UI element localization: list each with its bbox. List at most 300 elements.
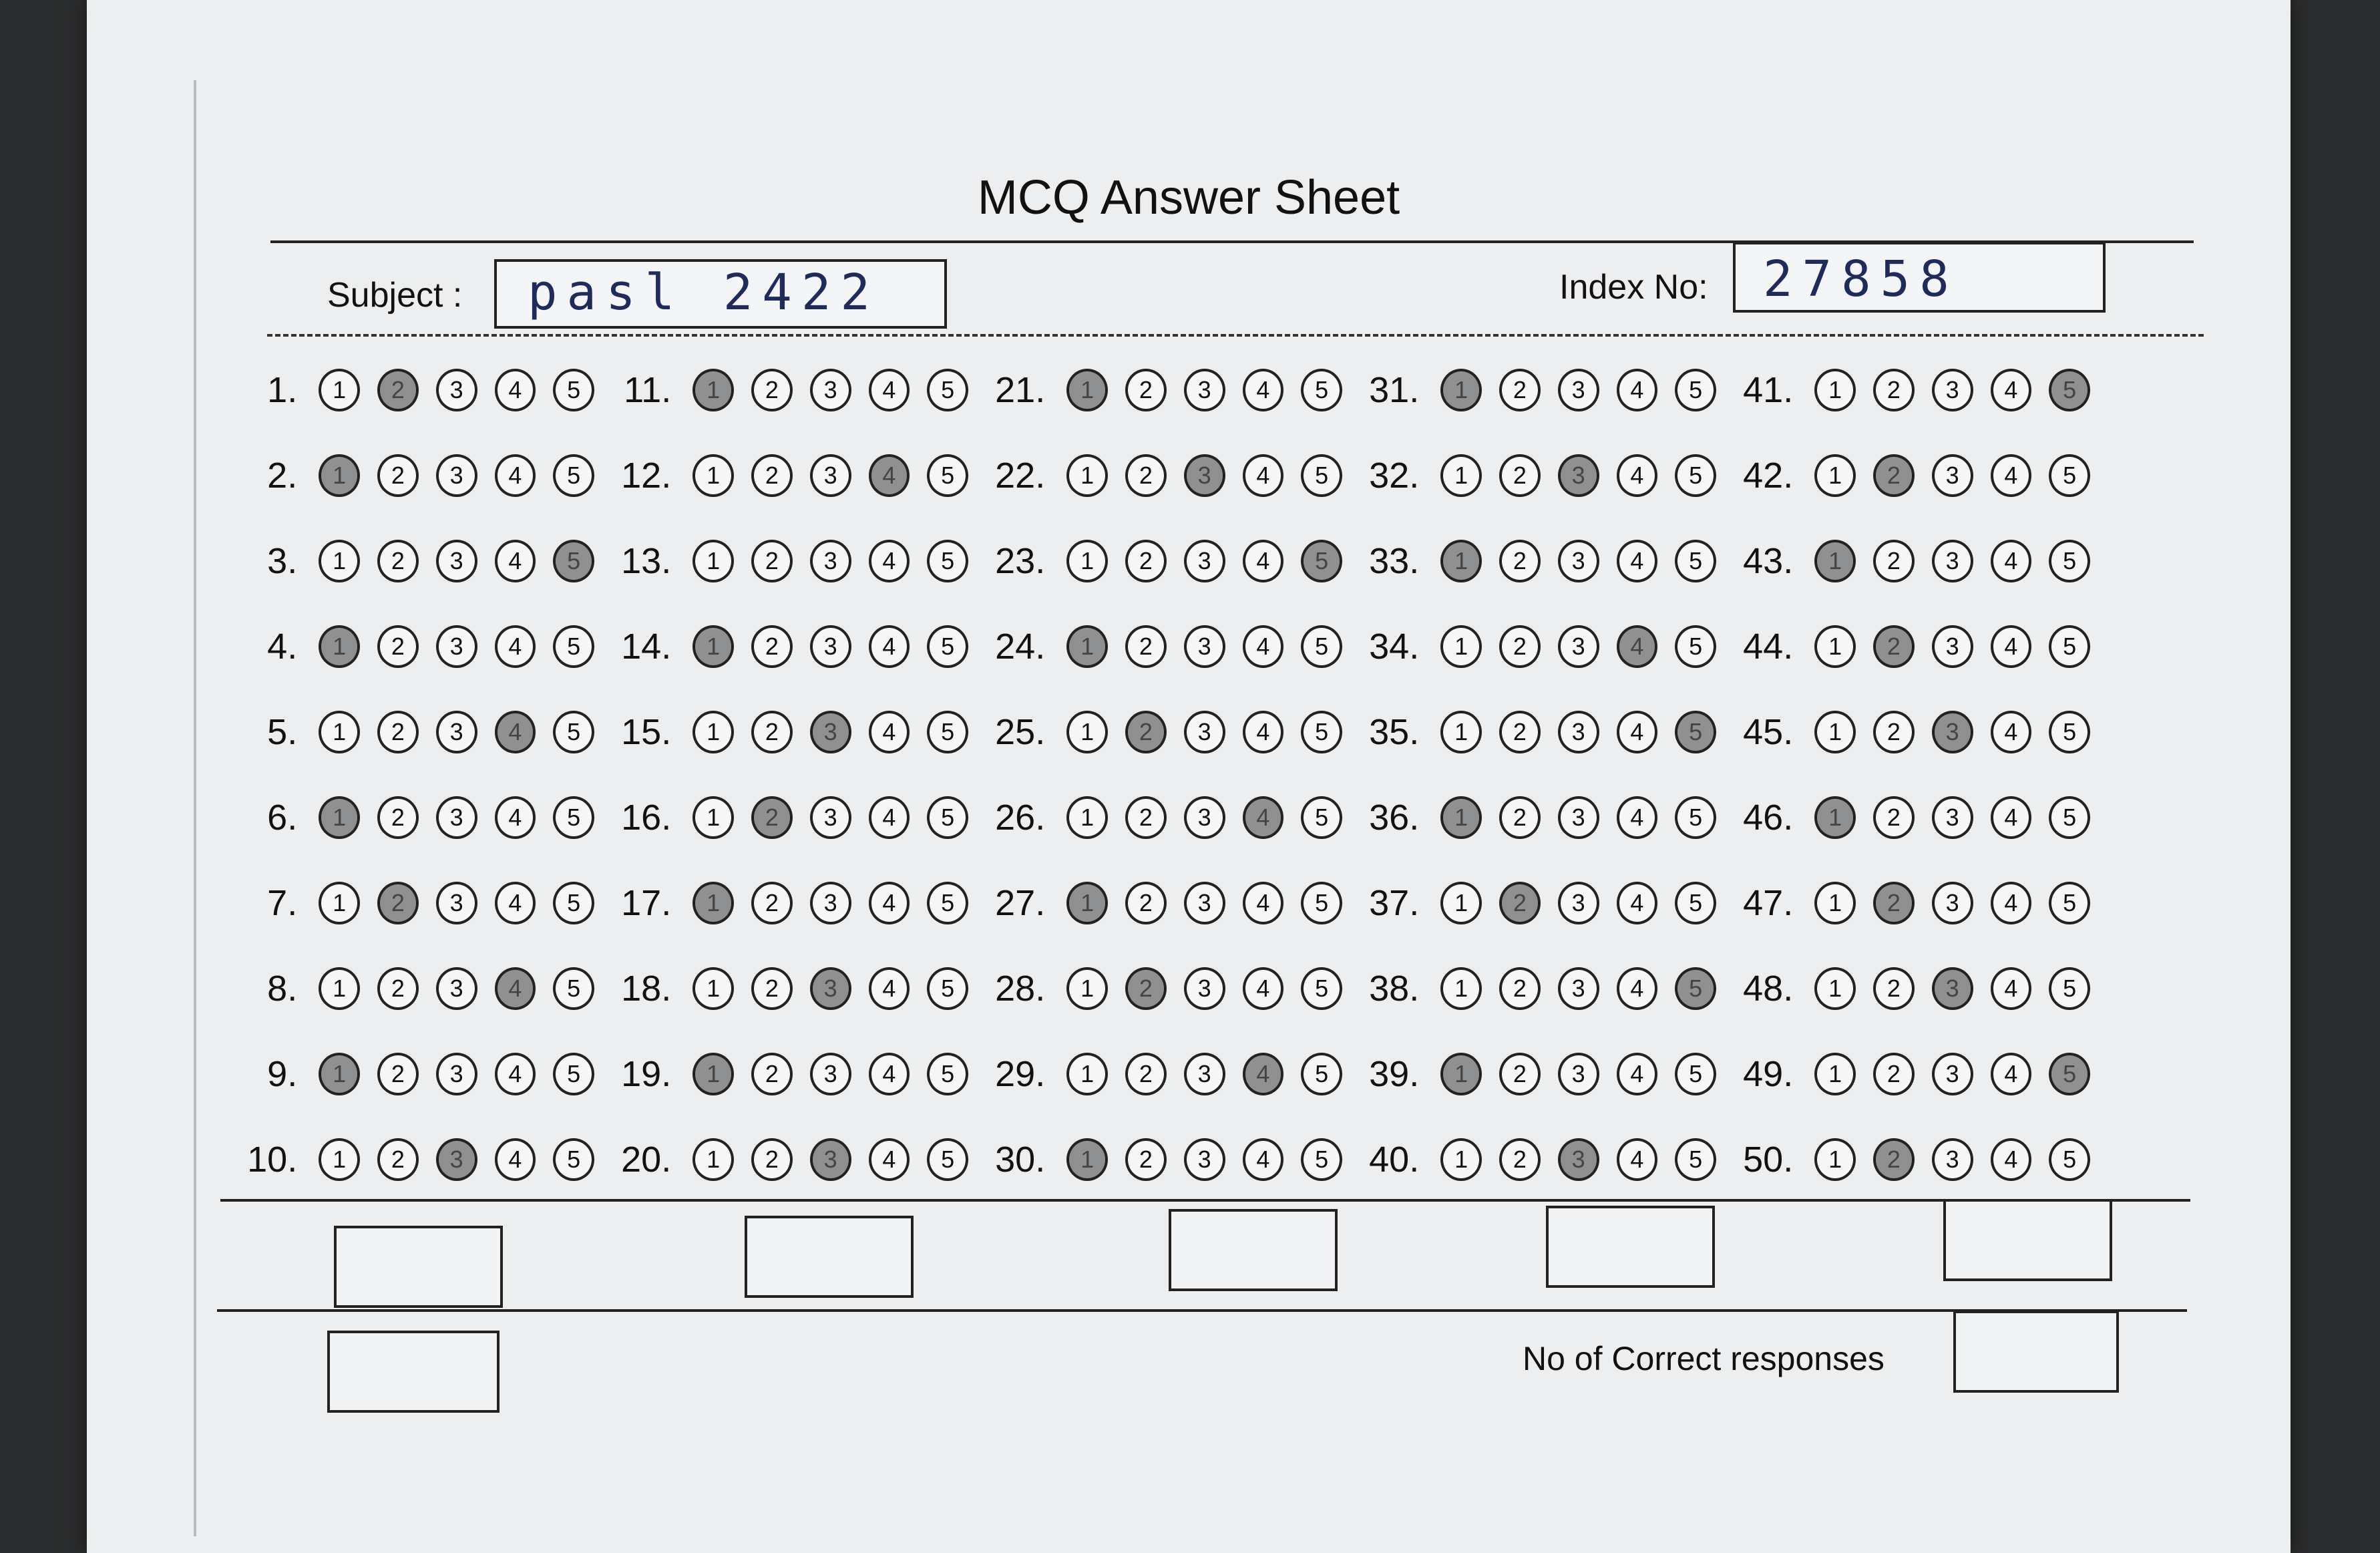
answer-bubble-3[interactable]: 3	[436, 369, 477, 411]
answer-bubble-4[interactable]: 4	[1991, 711, 2032, 753]
answer-bubble-4[interactable]: 4	[1991, 967, 2032, 1010]
answer-bubble-3[interactable]: 3	[1932, 369, 1973, 411]
answer-bubble-1[interactable]: 1	[319, 1053, 360, 1095]
answer-bubble-1[interactable]: 1	[692, 540, 734, 582]
answer-bubble-3[interactable]: 3	[1932, 1053, 1973, 1095]
answer-bubble-3[interactable]: 3	[1184, 1053, 1225, 1095]
answer-bubble-2[interactable]: 2	[1125, 1053, 1167, 1095]
answer-bubble-2[interactable]: 2	[377, 711, 419, 753]
answer-bubble-1[interactable]: 1	[1066, 882, 1108, 924]
answer-bubble-1[interactable]: 1	[319, 625, 360, 668]
answer-bubble-3[interactable]: 3	[810, 882, 851, 924]
answer-bubble-1[interactable]: 1	[1440, 711, 1482, 753]
answer-bubble-2[interactable]: 2	[751, 711, 793, 753]
answer-bubble-5[interactable]: 5	[927, 882, 968, 924]
answer-bubble-4[interactable]: 4	[1617, 967, 1658, 1010]
answer-bubble-3[interactable]: 3	[436, 540, 477, 582]
answer-bubble-1[interactable]: 1	[1440, 369, 1482, 411]
answer-bubble-2[interactable]: 2	[1499, 1138, 1541, 1181]
answer-bubble-1[interactable]: 1	[319, 711, 360, 753]
answer-bubble-3[interactable]: 3	[1184, 796, 1225, 839]
answer-bubble-3[interactable]: 3	[1184, 369, 1225, 411]
answer-bubble-1[interactable]: 1	[1814, 625, 1856, 668]
answer-bubble-3[interactable]: 3	[810, 1138, 851, 1181]
column-score-box-3[interactable]	[1169, 1209, 1338, 1291]
question-row	[594, 775, 968, 860]
answer-bubble-2[interactable]: 2	[377, 796, 419, 839]
answer-bubble-1[interactable]: 1	[692, 369, 734, 411]
answer-bubble-5[interactable]: 5	[1675, 369, 1716, 411]
answer-bubble-1[interactable]: 1	[692, 1053, 734, 1095]
question-number: 44.	[1743, 627, 1794, 667]
answer-bubble-4[interactable]: 4	[495, 369, 536, 411]
answer-bubble-4[interactable]: 4	[869, 1053, 910, 1095]
answer-bubble-1[interactable]: 1	[319, 540, 360, 582]
answer-bubble-5[interactable]: 5	[1675, 1138, 1716, 1181]
answer-bubble-2[interactable]: 2	[751, 796, 793, 839]
answer-bubble-2[interactable]: 2	[1499, 625, 1541, 668]
answer-bubble-5[interactable]: 5	[927, 967, 968, 1010]
answer-bubble-5[interactable]: 5	[553, 796, 594, 839]
answer-bubble-5[interactable]: 5	[2049, 711, 2090, 753]
answer-bubble-3[interactable]: 3	[1184, 540, 1225, 582]
answer-bubble-4[interactable]: 4	[495, 882, 536, 924]
question-number: 27.	[995, 883, 1046, 923]
answer-bubble-3[interactable]: 3	[1932, 454, 1973, 497]
answer-bubble-5[interactable]: 5	[1301, 1053, 1342, 1095]
answer-bubble-3[interactable]: 3	[436, 454, 477, 497]
question-row	[1342, 689, 1716, 775]
answer-bubble-2[interactable]: 2	[751, 1138, 793, 1181]
answer-bubble-2[interactable]: 2	[1873, 967, 1915, 1010]
answer-bubble-2[interactable]: 2	[1125, 1138, 1167, 1181]
answer-bubble-1[interactable]: 1	[692, 454, 734, 497]
answer-bubble-1[interactable]: 1	[1066, 625, 1108, 668]
answer-bubble-4[interactable]: 4	[1991, 1053, 2032, 1095]
answer-bubble-5[interactable]: 5	[1675, 540, 1716, 582]
question-number: 20.	[621, 1140, 672, 1180]
question-number: 23.	[995, 541, 1046, 581]
answer-bubble-2[interactable]: 2	[751, 454, 793, 497]
answer-bubble-2[interactable]: 2	[1499, 454, 1541, 497]
question-number: 28.	[995, 969, 1046, 1009]
answer-bubble-3[interactable]: 3	[1558, 967, 1599, 1010]
answer-bubble-5[interactable]: 5	[1675, 454, 1716, 497]
answer-bubble-2[interactable]: 2	[377, 540, 419, 582]
question-number: 2.	[267, 456, 298, 496]
question-row	[968, 518, 1342, 604]
question-number: 12.	[621, 456, 672, 496]
answer-bubble-3[interactable]: 3	[436, 967, 477, 1010]
answer-bubble-4[interactable]: 4	[869, 967, 910, 1010]
correct-responses-box[interactable]	[1953, 1311, 2119, 1393]
answer-bubble-4[interactable]: 4	[1243, 796, 1284, 839]
answer-bubble-3[interactable]: 3	[1932, 967, 1973, 1010]
answer-bubble-3[interactable]: 3	[436, 625, 477, 668]
column-score-box-1[interactable]	[334, 1226, 503, 1308]
answer-bubble-2[interactable]: 2	[1499, 882, 1541, 924]
answer-bubble-5[interactable]: 5	[1675, 1053, 1716, 1095]
answer-bubble-5[interactable]: 5	[927, 369, 968, 411]
answer-bubble-2[interactable]: 2	[1125, 625, 1167, 668]
question-number: 16.	[621, 798, 672, 838]
answer-bubble-3[interactable]: 3	[1184, 454, 1225, 497]
answer-bubble-5[interactable]: 5	[1675, 625, 1716, 668]
answer-bubble-5[interactable]: 5	[553, 625, 594, 668]
question-row	[1342, 860, 1716, 946]
answer-bubble-4[interactable]: 4	[1617, 540, 1658, 582]
answer-bubble-5[interactable]: 5	[1301, 625, 1342, 668]
answer-bubble-2[interactable]: 2	[1873, 625, 1915, 668]
question-number: 5.	[267, 712, 298, 752]
answer-bubble-5[interactable]: 5	[1675, 882, 1716, 924]
answer-bubble-2[interactable]: 2	[1125, 369, 1167, 411]
answer-bubble-5[interactable]: 5	[553, 454, 594, 497]
question-row	[968, 775, 1342, 860]
answer-bubble-4[interactable]: 4	[1243, 454, 1284, 497]
answer-bubble-3[interactable]: 3	[1184, 882, 1225, 924]
answer-bubble-2[interactable]: 2	[377, 1138, 419, 1181]
answer-bubble-2[interactable]: 2	[1873, 1053, 1915, 1095]
answer-bubble-1[interactable]: 1	[1814, 967, 1856, 1010]
answer-bubble-5[interactable]: 5	[927, 454, 968, 497]
answer-bubble-4[interactable]: 4	[1617, 711, 1658, 753]
answer-bubble-2[interactable]: 2	[1125, 796, 1167, 839]
question-number: 7.	[267, 883, 298, 923]
subject-value: pasl 2422	[528, 264, 879, 321]
answer-bubble-3[interactable]: 3	[1558, 711, 1599, 753]
answer-bubble-4[interactable]: 4	[869, 369, 910, 411]
answer-bubble-4[interactable]: 4	[1617, 882, 1658, 924]
answer-bubble-1[interactable]: 1	[1440, 1053, 1482, 1095]
question-number: 34.	[1369, 627, 1420, 667]
answer-bubble-5[interactable]: 5	[1301, 369, 1342, 411]
question-row	[594, 946, 968, 1031]
answer-bubble-5[interactable]: 5	[553, 540, 594, 582]
answer-bubble-1[interactable]: 1	[1440, 882, 1482, 924]
answer-bubble-1[interactable]: 1	[1440, 796, 1482, 839]
answer-bubble-1[interactable]: 1	[319, 1138, 360, 1181]
answer-bubble-1[interactable]: 1	[1066, 1053, 1108, 1095]
answer-bubble-3[interactable]: 3	[1932, 1138, 1973, 1181]
answer-bubble-5[interactable]: 5	[553, 967, 594, 1010]
answer-bubble-4[interactable]: 4	[495, 1138, 536, 1181]
answer-bubble-5[interactable]: 5	[2049, 967, 2090, 1010]
question-number: 14.	[621, 627, 672, 667]
answer-bubble-1[interactable]: 1	[692, 1138, 734, 1181]
answer-bubble-4[interactable]: 4	[869, 540, 910, 582]
answer-bubble-3[interactable]: 3	[1558, 369, 1599, 411]
answer-bubble-1[interactable]: 1	[1814, 540, 1856, 582]
answer-bubble-2[interactable]: 2	[1873, 369, 1915, 411]
answer-bubble-4[interactable]: 4	[1243, 711, 1284, 753]
answer-bubble-5[interactable]: 5	[553, 882, 594, 924]
answer-bubble-3[interactable]: 3	[1558, 1138, 1599, 1181]
answer-bubble-5[interactable]: 5	[927, 540, 968, 582]
answer-bubble-1[interactable]: 1	[1440, 625, 1482, 668]
answer-bubble-3[interactable]: 3	[436, 882, 477, 924]
question-number: 39.	[1369, 1054, 1420, 1094]
answer-bubble-5[interactable]: 5	[927, 796, 968, 839]
answer-bubble-4[interactable]: 4	[495, 967, 536, 1010]
answer-bubble-2[interactable]: 2	[1499, 1053, 1541, 1095]
answer-bubble-3[interactable]: 3	[1932, 882, 1973, 924]
answer-bubble-4[interactable]: 4	[1243, 1138, 1284, 1181]
answer-bubble-3[interactable]: 3	[1184, 625, 1225, 668]
question-row	[220, 689, 594, 775]
answer-bubble-1[interactable]: 1	[1066, 540, 1108, 582]
question-row	[1716, 604, 2090, 689]
column-score-box-5[interactable]	[1943, 1199, 2112, 1281]
answer-bubble-3[interactable]: 3	[1932, 625, 1973, 668]
answer-bubble-2[interactable]: 2	[751, 882, 793, 924]
question-number: 50.	[1743, 1140, 1794, 1180]
answer-bubble-4[interactable]: 4	[1991, 882, 2032, 924]
answer-bubble-4[interactable]: 4	[869, 711, 910, 753]
answer-bubble-3[interactable]: 3	[436, 711, 477, 753]
question-number: 18.	[621, 969, 672, 1009]
answer-bubble-1[interactable]: 1	[1066, 369, 1108, 411]
answer-bubble-5[interactable]: 5	[553, 1138, 594, 1181]
answer-bubble-1[interactable]: 1	[1814, 454, 1856, 497]
answer-bubble-1[interactable]: 1	[692, 711, 734, 753]
answer-bubble-2[interactable]: 2	[1125, 540, 1167, 582]
answer-bubble-4[interactable]: 4	[1617, 369, 1658, 411]
answer-bubble-2[interactable]: 2	[1499, 967, 1541, 1010]
index-label: Index No:	[1559, 268, 1708, 307]
answer-bubble-3[interactable]: 3	[1184, 967, 1225, 1010]
answer-bubble-3[interactable]: 3	[1558, 882, 1599, 924]
answer-bubble-5[interactable]: 5	[1301, 1138, 1342, 1181]
grid-bottom-rule	[220, 1199, 2190, 1202]
answer-bubble-5[interactable]: 5	[1301, 967, 1342, 1010]
margin-line	[194, 80, 196, 1536]
answer-bubble-2[interactable]: 2	[377, 625, 419, 668]
answer-bubble-2[interactable]: 2	[751, 1053, 793, 1095]
answer-bubble-2[interactable]: 2	[1125, 454, 1167, 497]
answer-bubble-3[interactable]: 3	[1558, 1053, 1599, 1095]
answer-bubble-1[interactable]: 1	[1814, 796, 1856, 839]
question-row	[1716, 946, 2090, 1031]
answer-bubble-2[interactable]: 2	[751, 369, 793, 411]
answer-bubble-5[interactable]: 5	[1675, 711, 1716, 753]
answer-bubble-3[interactable]: 3	[810, 967, 851, 1010]
answer-bubble-3[interactable]: 3	[1932, 796, 1973, 839]
answer-bubble-5[interactable]: 5	[927, 1053, 968, 1095]
answer-bubble-5[interactable]: 5	[2049, 625, 2090, 668]
question-number: 3.	[267, 541, 298, 581]
answer-bubble-4[interactable]: 4	[1243, 540, 1284, 582]
answer-bubble-4[interactable]: 4	[1243, 1053, 1284, 1095]
answer-bubble-2[interactable]: 2	[1873, 1138, 1915, 1181]
answer-bubble-2[interactable]: 2	[1499, 796, 1541, 839]
answer-bubble-2[interactable]: 2	[377, 967, 419, 1010]
answer-bubble-2[interactable]: 2	[751, 967, 793, 1010]
answer-bubble-5[interactable]: 5	[1301, 711, 1342, 753]
answer-bubble-3[interactable]: 3	[810, 625, 851, 668]
answer-bubble-3[interactable]: 3	[436, 796, 477, 839]
column-score-box-2[interactable]	[745, 1216, 914, 1298]
answer-bubble-5[interactable]: 5	[553, 369, 594, 411]
answer-bubble-1[interactable]: 1	[319, 369, 360, 411]
answer-bubble-2[interactable]: 2	[1125, 967, 1167, 1010]
answer-bubble-1[interactable]: 1	[692, 882, 734, 924]
answer-bubble-1[interactable]: 1	[692, 796, 734, 839]
answer-bubble-5[interactable]: 5	[2049, 796, 2090, 839]
answer-bubble-1[interactable]: 1	[319, 882, 360, 924]
answer-bubble-1[interactable]: 1	[1440, 454, 1482, 497]
answer-bubble-1[interactable]: 1	[1814, 882, 1856, 924]
question-row	[1716, 518, 2090, 604]
question-number: 6.	[267, 798, 298, 838]
answer-bubble-1[interactable]: 1	[1066, 967, 1108, 1010]
answer-bubble-1[interactable]: 1	[319, 967, 360, 1010]
answer-bubble-1[interactable]: 1	[319, 796, 360, 839]
answer-bubble-5[interactable]: 5	[2049, 882, 2090, 924]
answer-bubble-1[interactable]: 1	[1440, 1138, 1482, 1181]
answer-bubble-4[interactable]: 4	[1243, 369, 1284, 411]
answer-bubble-2[interactable]: 2	[1499, 711, 1541, 753]
answer-bubble-3[interactable]: 3	[1184, 711, 1225, 753]
answer-bubble-2[interactable]: 2	[1125, 711, 1167, 753]
answer-bubble-4[interactable]: 4	[1243, 967, 1284, 1010]
answer-bubble-1[interactable]: 1	[1066, 1138, 1108, 1181]
answer-bubble-4[interactable]: 4	[1617, 1138, 1658, 1181]
answer-bubble-1[interactable]: 1	[1814, 369, 1856, 411]
answer-grid	[220, 347, 2224, 1202]
answer-bubble-1[interactable]: 1	[1814, 1053, 1856, 1095]
answer-bubble-1[interactable]: 1	[692, 625, 734, 668]
answer-bubble-4[interactable]: 4	[495, 796, 536, 839]
answer-bubble-1[interactable]: 1	[1440, 967, 1482, 1010]
answer-bubble-4[interactable]: 4	[495, 540, 536, 582]
sheet-title: MCQ Answer Sheet	[977, 171, 1400, 224]
answer-bubble-4[interactable]: 4	[869, 1138, 910, 1181]
answer-bubble-1[interactable]: 1	[1814, 711, 1856, 753]
answer-bubble-4[interactable]: 4	[495, 454, 536, 497]
answer-bubble-3[interactable]: 3	[436, 1138, 477, 1181]
answer-bubble-2[interactable]: 2	[1873, 540, 1915, 582]
answer-bubble-5[interactable]: 5	[1301, 540, 1342, 582]
question-row	[594, 433, 968, 518]
answer-bubble-4[interactable]: 4	[1617, 454, 1658, 497]
answer-bubble-3[interactable]: 3	[810, 796, 851, 839]
answer-bubble-5[interactable]: 5	[553, 1053, 594, 1095]
answer-bubble-2[interactable]: 2	[377, 369, 419, 411]
answer-bubble-4[interactable]: 4	[1617, 625, 1658, 668]
answer-bubble-1[interactable]: 1	[1066, 454, 1108, 497]
answer-bubble-5[interactable]: 5	[1301, 882, 1342, 924]
answer-bubble-4[interactable]: 4	[869, 454, 910, 497]
answer-bubble-1[interactable]: 1	[1066, 796, 1108, 839]
answer-bubble-5[interactable]: 5	[1301, 454, 1342, 497]
answer-bubble-3[interactable]: 3	[810, 1053, 851, 1095]
answer-bubble-3[interactable]: 3	[810, 454, 851, 497]
answer-bubble-5[interactable]: 5	[2049, 369, 2090, 411]
answer-bubble-4[interactable]: 4	[869, 625, 910, 668]
answer-bubble-3[interactable]: 3	[810, 369, 851, 411]
answer-bubble-2[interactable]: 2	[377, 882, 419, 924]
answer-bubble-1[interactable]: 1	[319, 454, 360, 497]
answer-bubble-5[interactable]: 5	[927, 625, 968, 668]
answer-bubble-2[interactable]: 2	[1873, 796, 1915, 839]
answer-bubble-5[interactable]: 5	[1301, 796, 1342, 839]
answer-bubble-2[interactable]: 2	[377, 1053, 419, 1095]
answer-bubble-1[interactable]: 1	[1066, 711, 1108, 753]
answer-bubble-5[interactable]: 5	[2049, 454, 2090, 497]
answer-bubble-3[interactable]: 3	[810, 711, 851, 753]
answer-bubble-2[interactable]: 2	[751, 540, 793, 582]
question-row	[594, 518, 968, 604]
answer-bubble-5[interactable]: 5	[1675, 967, 1716, 1010]
answer-bubble-2[interactable]: 2	[1873, 882, 1915, 924]
answer-bubble-4[interactable]: 4	[495, 1053, 536, 1095]
answer-bubble-5[interactable]: 5	[2049, 540, 2090, 582]
answer-bubble-5[interactable]: 5	[2049, 1053, 2090, 1095]
question-row	[1716, 433, 2090, 518]
answer-bubble-4[interactable]: 4	[1243, 882, 1284, 924]
column-score-box-4[interactable]	[1546, 1206, 1715, 1288]
answer-bubble-4[interactable]: 4	[1991, 369, 2032, 411]
total-box-left[interactable]	[327, 1331, 500, 1413]
question-row	[220, 347, 594, 433]
answer-bubble-3[interactable]: 3	[1932, 711, 1973, 753]
answer-bubble-4[interactable]: 4	[1991, 625, 2032, 668]
answer-bubble-5[interactable]: 5	[2049, 1138, 2090, 1181]
question-row	[1342, 775, 1716, 860]
answer-bubble-4[interactable]: 4	[495, 711, 536, 753]
answer-bubble-3[interactable]: 3	[1558, 625, 1599, 668]
answer-bubble-3[interactable]: 3	[1558, 796, 1599, 839]
answer-bubble-3[interactable]: 3	[1558, 454, 1599, 497]
answer-bubble-5[interactable]: 5	[553, 711, 594, 753]
answer-bubble-2[interactable]: 2	[1499, 540, 1541, 582]
answer-bubble-5[interactable]: 5	[927, 1138, 968, 1181]
answer-bubble-4[interactable]: 4	[1617, 796, 1658, 839]
question-row	[220, 1031, 594, 1117]
answer-bubble-4[interactable]: 4	[1617, 1053, 1658, 1095]
answer-bubble-3[interactable]: 3	[436, 1053, 477, 1095]
answer-bubble-2[interactable]: 2	[1125, 882, 1167, 924]
question-number: 38.	[1369, 969, 1420, 1009]
answer-bubble-1[interactable]: 1	[1440, 540, 1482, 582]
question-row	[968, 433, 1342, 518]
answer-bubble-4[interactable]: 4	[1991, 1138, 2032, 1181]
answer-bubble-4[interactable]: 4	[495, 625, 536, 668]
answer-bubble-2[interactable]: 2	[1499, 369, 1541, 411]
answer-bubble-2[interactable]: 2	[1873, 454, 1915, 497]
question-number: 13.	[621, 541, 672, 581]
answer-bubble-4[interactable]: 4	[1991, 540, 2032, 582]
answer-bubble-3[interactable]: 3	[1932, 540, 1973, 582]
answer-bubble-1[interactable]: 1	[1814, 1138, 1856, 1181]
answer-bubble-3[interactable]: 3	[1558, 540, 1599, 582]
answer-bubble-4[interactable]: 4	[1991, 454, 2032, 497]
answer-bubble-2[interactable]: 2	[751, 625, 793, 668]
answer-bubble-2[interactable]: 2	[1873, 711, 1915, 753]
answer-bubble-3[interactable]: 3	[1184, 1138, 1225, 1181]
answer-bubble-1[interactable]: 1	[692, 967, 734, 1010]
answer-bubble-5[interactable]: 5	[1675, 796, 1716, 839]
answer-bubble-5[interactable]: 5	[927, 711, 968, 753]
answer-bubble-4[interactable]: 4	[1991, 796, 2032, 839]
question-row	[968, 1031, 1342, 1117]
answer-bubble-3[interactable]: 3	[810, 540, 851, 582]
answer-bubble-4[interactable]: 4	[869, 796, 910, 839]
answer-bubble-4[interactable]: 4	[869, 882, 910, 924]
answer-bubble-4[interactable]: 4	[1243, 625, 1284, 668]
answer-bubble-2[interactable]: 2	[377, 454, 419, 497]
